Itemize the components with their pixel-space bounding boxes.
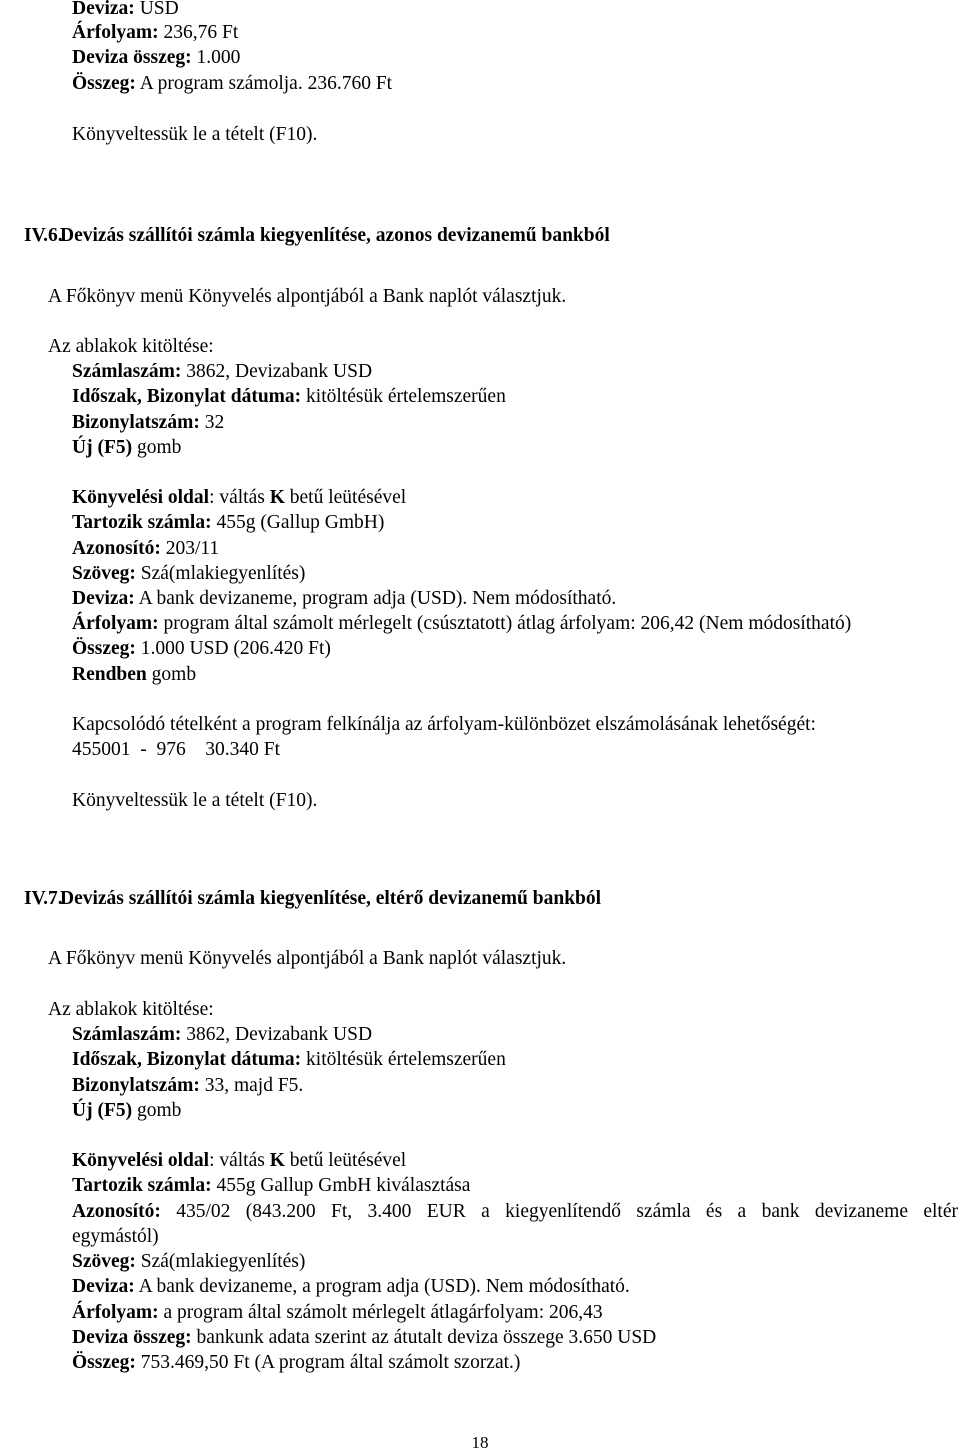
s6-bizonylatszam-line [72, 410, 224, 435]
s7-konyvelesi-oldal-label: Könyvelési oldal [72, 1150, 210, 1171]
s7-bizonylatszam-label: Bizonylatszám: [72, 1075, 200, 1096]
section-6-intro: A Főkönyv menü Könyvelés alpontjából a Bank naplót választjuk. [48, 286, 567, 307]
section-7-intro: A Főkönyv menü Könyvelés alpontjából a Bank naplót választjuk. [48, 948, 567, 969]
s6-uj-line [72, 435, 181, 460]
arfolyam-label: Árfolyam: [72, 22, 159, 43]
s7-bizonylatszam-value: 33, majd F5. [199, 1075, 304, 1096]
deviza-label: Deviza: [72, 0, 135, 19]
s6-konyvelesi-oldal-mid: : váltás [209, 487, 270, 508]
s7-szamlaszam-label: Számlaszám: [72, 1024, 182, 1045]
s7-k-key: K [269, 1150, 285, 1171]
s7-uj-value: gomb [132, 1100, 182, 1121]
section-7-heading [24, 886, 602, 911]
s6-tartozik-line [72, 510, 384, 535]
s7-konyvelesi-oldal-line [72, 1148, 406, 1173]
osszeg-line [72, 71, 392, 96]
s6-azonosito-label: Azonosító: [72, 538, 161, 559]
section-6-number: IV.6. [24, 225, 63, 246]
s6-k-key: K [269, 487, 285, 508]
section-7-ablakok: Az ablakok kitöltése: [48, 999, 214, 1020]
s7-tartozik-value: 455g Gallup GmbH kiválasztása [211, 1175, 471, 1196]
s6-deviza-line [72, 586, 616, 611]
s7-osszeg-value: 753.469,50 Ft (A program által számolt szorzat.) [135, 1352, 521, 1373]
s6-uj-label: Új (F5) [72, 437, 133, 458]
s7-tartozik-line [72, 1173, 470, 1198]
s6-rendben-label: Rendben [72, 664, 147, 685]
s6-tetel: 455001 - 976 30.340 Ft [72, 739, 281, 760]
deviza-osszeg-label: Deviza összeg: [72, 47, 192, 68]
s6-szoveg-value: Szá(mlakiegyenlítés) [135, 563, 306, 584]
s6-deviza-label: Deviza: [72, 588, 135, 609]
s7-szamlaszam-value: 3862, Devizabank USD [181, 1024, 373, 1045]
section-6-ablakok: Az ablakok kitöltése: [48, 336, 214, 357]
s6-arfolyam-value: program által számolt mérlegelt (csúsztatott) átlag árfolyam: 206,42 (Nem módosítható) [158, 613, 852, 634]
s7-idoszak-label: Időszak, Bizonylat dátuma: [72, 1049, 302, 1070]
s7-azonosito-value: 435/02 (843.200 Ft, 3.400 EUR a kiegyenlítendő számla és a bank devizaneme eltér [160, 1201, 958, 1222]
s6-konyvelesi-oldal-line [72, 485, 406, 510]
s7-bizonylatszam-line [72, 1073, 303, 1098]
s7-azonosito-line [72, 1199, 958, 1224]
s6-arfolyam-line [72, 611, 851, 636]
s6-idoszak-value: kitöltésük értelemszerűen [301, 386, 506, 407]
s6-konyvelesi-oldal-label: Könyvelési oldal [72, 487, 210, 508]
deviza-value: USD [134, 0, 179, 19]
arfolyam-value: 236,76 Ft [158, 22, 239, 43]
s7-deviza-osszeg-line [72, 1325, 656, 1350]
s6-tartozik-label: Tartozik számla: [72, 512, 212, 533]
s6-osszeg-label: Összeg: [72, 638, 136, 659]
s7-deviza-label: Deviza: [72, 1276, 135, 1297]
s7-szoveg-value: Szá(mlakiegyenlítés) [135, 1251, 306, 1272]
konyveltessuk-line: Könyveltessük le a tételt (F10). [72, 124, 318, 145]
deviza-osszeg-value: 1.000 [191, 47, 241, 68]
s7-azonosito-cont: egymástól) [72, 1226, 159, 1247]
page-number: 18 [471, 1433, 489, 1452]
s7-konyvelesi-oldal-mid: : váltás [209, 1150, 270, 1171]
s6-osszeg-line [72, 636, 331, 661]
s6-konyvelesi-oldal-rest: betű leütésével [284, 487, 407, 508]
section-7-number: IV.7. [24, 888, 63, 909]
s7-arfolyam-label: Árfolyam: [72, 1302, 159, 1323]
s6-deviza-value: A bank devizaneme, program adja (USD). Nem módosítható. [134, 588, 617, 609]
deviza-osszeg-line [72, 45, 240, 70]
s6-idoszak-label: Időszak, Bizonylat dátuma: [72, 386, 302, 407]
s7-osszeg-label: Összeg: [72, 1352, 136, 1373]
s6-tartozik-value: 455g (Gallup GmbH) [211, 512, 385, 533]
s6-azonosito-value: 203/11 [160, 538, 220, 559]
section-7-title: Devizás szállítói számla kiegyenlítése, eltérő devizanemű bankból [60, 888, 602, 909]
s6-rendben-value: gomb [146, 664, 197, 685]
s6-kapcsolodo: Kapcsolódó tételként a program felkínálja az árfolyam-különbözet elszámolásának lehetőségét: [72, 714, 816, 735]
s7-osszeg-line [72, 1350, 520, 1375]
s6-bizonylatszam-value: 32 [199, 412, 225, 433]
s7-konyvelesi-oldal-rest: betű leütésével [284, 1150, 407, 1171]
s7-deviza-osszeg-label: Deviza összeg: [72, 1327, 192, 1348]
s7-szamlaszam-line [72, 1022, 372, 1047]
s6-bizonylatszam-label: Bizonylatszám: [72, 412, 200, 433]
s6-rendben-line [72, 662, 196, 687]
s7-arfolyam-line [72, 1300, 603, 1325]
s7-tartozik-label: Tartozik számla: [72, 1175, 212, 1196]
s7-arfolyam-value: a program által számolt mérlegelt átlagárfolyam: 206,43 [158, 1302, 603, 1323]
osszeg-label: Összeg: [72, 73, 136, 94]
s6-szamlaszam-line [72, 359, 372, 384]
osszeg-value: A program számolja. 236.760 Ft [135, 73, 393, 94]
s6-azonosito-line [72, 536, 219, 561]
s7-deviza-line [72, 1274, 630, 1299]
s6-szoveg-line [72, 561, 305, 586]
s7-idoszak-value: kitöltésük értelemszerűen [301, 1049, 506, 1070]
s7-idoszak-line [72, 1047, 506, 1072]
s7-deviza-value: A bank devizaneme, a program adja (USD). Nem módosítható. [134, 1276, 630, 1297]
s7-szoveg-line [72, 1249, 305, 1274]
s6-uj-value: gomb [132, 437, 182, 458]
s7-szoveg-label: Szöveg: [72, 1251, 136, 1272]
s7-uj-line [72, 1098, 181, 1123]
s6-idoszak-line [72, 384, 506, 409]
deviza-line [72, 0, 179, 21]
s6-szoveg-label: Szöveg: [72, 563, 136, 584]
section-6-heading [24, 223, 610, 248]
s7-azonosito-label: Azonosító: [72, 1201, 161, 1222]
s6-szamlaszam-value: 3862, Devizabank USD [181, 361, 373, 382]
s6-konyveltessuk: Könyveltessük le a tételt (F10). [72, 790, 318, 811]
arfolyam-line [72, 20, 238, 45]
s6-osszeg-value: 1.000 USD (206.420 Ft) [135, 638, 331, 659]
s6-szamlaszam-label: Számlaszám: [72, 361, 182, 382]
s7-uj-label: Új (F5) [72, 1100, 133, 1121]
section-6-title: Devizás szállítói számla kiegyenlítése, azonos devizanemű bankból [60, 225, 610, 246]
s6-arfolyam-label: Árfolyam: [72, 613, 159, 634]
s7-deviza-osszeg-value: bankunk adata szerint az átutalt deviza összege 3.650 USD [191, 1327, 657, 1348]
